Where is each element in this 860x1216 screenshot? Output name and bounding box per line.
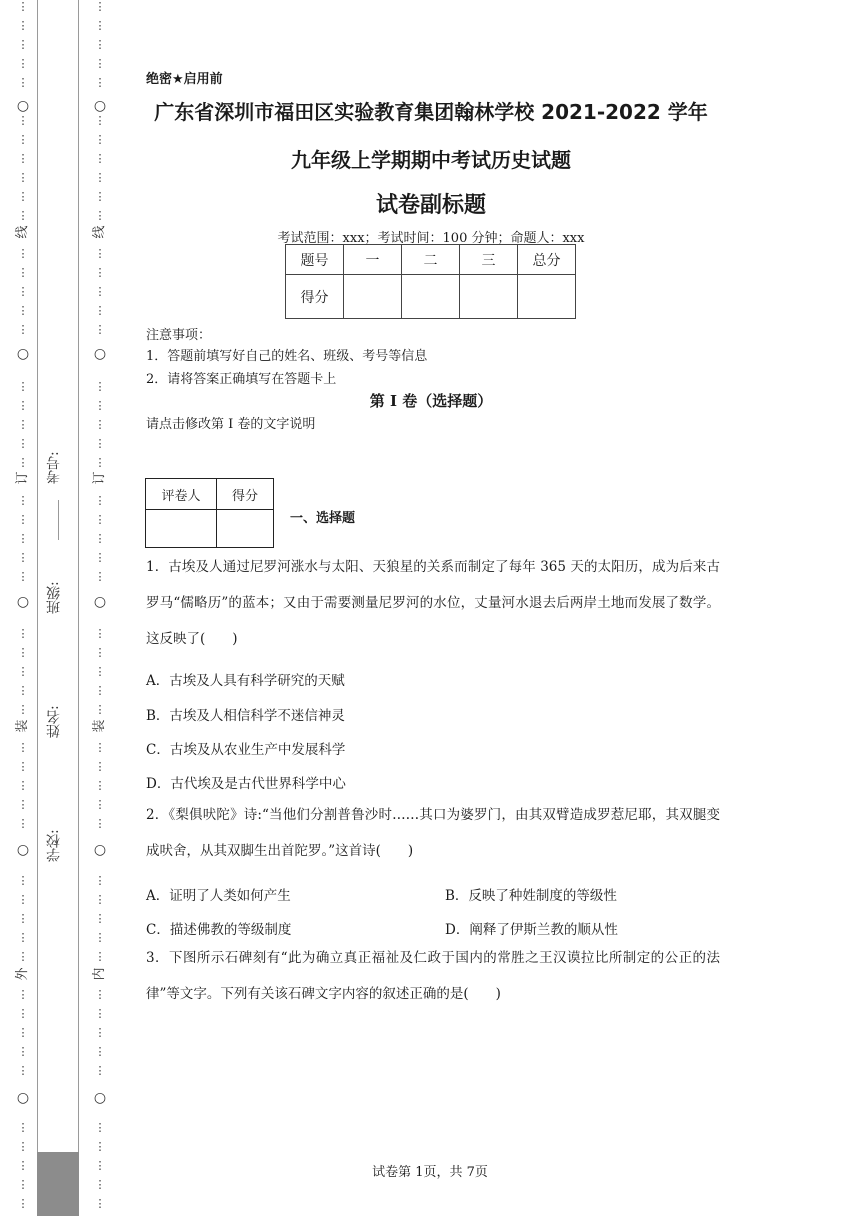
dot-separator: ⋮ — [94, 380, 106, 393]
dot-separator: ⋮ — [17, 1140, 29, 1153]
dot-separator: ⋮ — [94, 646, 106, 659]
score-cell[interactable] — [344, 275, 402, 319]
dot-separator: ⋮ — [17, 76, 29, 89]
dot-separator: ⋮ — [17, 285, 29, 298]
dot-separator: ⋮ — [94, 152, 106, 165]
dot-separator: ⋮ — [94, 266, 106, 279]
dot-separator: ⋮ — [17, 532, 29, 545]
dot-separator: ⋮ — [94, 532, 106, 545]
dot-separator: ⋮ — [94, 665, 106, 678]
dot-separator: ⋮ — [94, 684, 106, 697]
dot-separator: ⋮ — [17, 1007, 29, 1020]
dot-separator: ⋮ — [94, 817, 106, 830]
grader-header: 评卷人 — [146, 479, 217, 510]
dot-separator: ⋮ — [94, 494, 106, 507]
score-cell[interactable] — [402, 275, 460, 319]
dot-separator: ⋮ — [17, 760, 29, 773]
dot-separator: ⋮ — [17, 1197, 29, 1210]
dot-separator: ⋮ — [17, 931, 29, 944]
dot-separator: ⋮ — [17, 38, 29, 51]
dot-separator: ⋮ — [17, 741, 29, 754]
dot-separator: ⋮ — [17, 627, 29, 640]
dot-separator: ⋮ — [17, 323, 29, 336]
dot-separator: ⋮ — [94, 1197, 106, 1210]
dot-separator: ⋮ — [94, 247, 106, 260]
dot-separator: ⋮ — [17, 646, 29, 659]
inner-line-marker: 线 — [92, 225, 107, 239]
dot-separator: ⋮ — [94, 1026, 106, 1039]
dot-separator: ⋮ — [94, 209, 106, 222]
dot-separator: ⋮ — [94, 133, 106, 146]
dot-separator: ⋮ — [94, 912, 106, 925]
binding-hole-circle-icon: ○ — [93, 1090, 107, 1106]
dot-separator: ⋮ — [94, 760, 106, 773]
dot-separator: ⋮ — [17, 551, 29, 564]
option: C．古埃及从农业生产中发展科学 — [146, 742, 346, 758]
grader-header: 得分 — [217, 479, 274, 510]
exam-number-underline — [58, 500, 59, 540]
dot-separator: ⋮ — [94, 627, 106, 640]
class-label: 班级: — [46, 581, 62, 615]
binding-hole-circle-icon: ○ — [16, 594, 30, 610]
dot-separator: ⋮ — [17, 684, 29, 697]
dot-separator: ⋮ — [17, 1064, 29, 1077]
dot-separator: ⋮ — [17, 1178, 29, 1191]
dot-separator: ⋮ — [17, 57, 29, 70]
binding-hole-circle-icon: ○ — [93, 346, 107, 362]
score-table-header: 题号 — [286, 245, 344, 275]
score-cell[interactable] — [460, 275, 518, 319]
option: D．古代埃及是古代世界科学中心 — [146, 776, 346, 792]
school-label: 学校: — [46, 829, 62, 863]
section-description[interactable]: 请点击修改第 I 卷的文字说明 — [146, 417, 316, 432]
grader-cell[interactable] — [146, 510, 217, 548]
dot-separator: ⋮ — [94, 893, 106, 906]
dot-separator: ⋮ — [94, 285, 106, 298]
dot-separator: ⋮ — [94, 703, 106, 716]
dot-separator: ⋮ — [17, 152, 29, 165]
question-stem: 1．古埃及人通过尼罗河涨水与太阳、天狼星的关系而制定了每年 365 天的太阳历，成为后来古罗马“儒略历”的蓝本；又由于需要测量尼罗河的水位，丈量河水退去后两岸土地而发展了数学。这反映了( ) — [146, 559, 720, 647]
confidential-mark: 绝密★启用前 — [146, 72, 223, 87]
dot-separator: ⋮ — [94, 456, 106, 469]
note-item: 2．请将答案正确填写在答题卡上 — [146, 372, 337, 387]
dot-separator: ⋮ — [17, 570, 29, 583]
dot-separator: ⋮ — [94, 931, 106, 944]
dot-separator: ⋮ — [17, 190, 29, 203]
binding-hole-circle-icon: ○ — [93, 842, 107, 858]
dot-separator: ⋮ — [17, 418, 29, 431]
dot-separator: ⋮ — [94, 190, 106, 203]
note-item: 1．答题前填写好自己的姓名、班级、考号等信息 — [146, 349, 428, 364]
dot-separator: ⋮ — [17, 0, 29, 13]
binding-hole-circle-icon: ○ — [16, 346, 30, 362]
grader-cell[interactable] — [217, 510, 274, 548]
dot-separator: ⋮ — [94, 1045, 106, 1058]
dot-separator: ⋮ — [17, 19, 29, 32]
section-title: 第 I 卷（选择题） — [369, 392, 493, 410]
dot-separator: ⋮ — [17, 171, 29, 184]
dot-separator: ⋮ — [17, 494, 29, 507]
dot-separator: ⋮ — [17, 380, 29, 393]
binding-hole-circle-icon: ○ — [16, 98, 30, 114]
dot-separator: ⋮ — [17, 1026, 29, 1039]
dot-separator: ⋮ — [17, 437, 29, 450]
dot-separator: ⋮ — [17, 266, 29, 279]
exam-title-line2: 九年级上学期期中考试历史试题 — [291, 148, 571, 172]
dot-separator: ⋮ — [94, 323, 106, 336]
dot-separator: ⋮ — [94, 19, 106, 32]
dot-separator: ⋮ — [17, 893, 29, 906]
dot-separator: ⋮ — [17, 912, 29, 925]
dot-separator: ⋮ — [94, 114, 106, 127]
dot-separator: ⋮ — [17, 779, 29, 792]
dot-separator: ⋮ — [17, 456, 29, 469]
dot-separator: ⋮ — [17, 703, 29, 716]
name-label: 姓名: — [46, 705, 62, 739]
dot-separator: ⋮ — [94, 437, 106, 450]
dot-separator: ⋮ — [17, 209, 29, 222]
dot-separator: ⋮ — [94, 399, 106, 412]
option: B．古埃及人相信科学不迷信神灵 — [146, 708, 345, 724]
question-stem: 2．《梨俱吠陀》诗:“当他们分割普鲁沙时……其口为婆罗门，由其双臂造成罗惹尼耶，其双腿变成吠舍，从其双脚生出首陀罗。”这首诗( ) — [146, 807, 720, 859]
score-row-label: 得分 — [286, 275, 344, 319]
dot-separator: ⋮ — [94, 513, 106, 526]
inner-line-marker: 装 — [92, 719, 107, 733]
dot-separator: ⋮ — [94, 171, 106, 184]
score-table-header: 三 — [460, 245, 518, 275]
dot-separator: ⋮ — [94, 38, 106, 51]
dot-separator: ⋮ — [94, 551, 106, 564]
exam-number-label: 考号: — [46, 451, 62, 485]
dot-separator: ⋮ — [17, 1121, 29, 1134]
dot-separator: ⋮ — [94, 1121, 106, 1134]
dot-separator: ⋮ — [94, 57, 106, 70]
score-cell[interactable] — [518, 275, 576, 319]
dot-separator: ⋮ — [94, 874, 106, 887]
dot-separator: ⋮ — [17, 874, 29, 887]
part-title: 一、选择题 — [290, 511, 356, 526]
option: D．阐释了伊斯兰教的顺从性 — [445, 922, 618, 938]
outer-dotted-line — [15, 0, 31, 1216]
binding-hole-circle-icon: ○ — [93, 98, 107, 114]
dot-separator: ⋮ — [17, 665, 29, 678]
dot-separator: ⋮ — [17, 1045, 29, 1058]
dot-separator: ⋮ — [94, 1007, 106, 1020]
inner-line-marker: 内 — [92, 967, 107, 981]
dot-separator: ⋮ — [94, 1064, 106, 1077]
outer-line-marker: 线 — [15, 225, 30, 239]
dot-separator: ⋮ — [94, 76, 106, 89]
dot-separator: ⋮ — [94, 418, 106, 431]
option: A．证明了人类如何产生 — [146, 888, 291, 904]
binding-hole-circle-icon: ○ — [93, 594, 107, 610]
score-table — [285, 244, 576, 319]
dot-separator: ⋮ — [94, 0, 106, 13]
dot-separator: ⋮ — [94, 779, 106, 792]
dot-separator: ⋮ — [94, 1178, 106, 1191]
dot-separator: ⋮ — [17, 304, 29, 317]
outer-line-marker: 外 — [15, 967, 30, 981]
exam-title-line1: 广东省深圳市福田区实验教育集团翰林学校 2021-2022 学年 — [154, 100, 708, 124]
exam-info: 考试范围：xxx；考试时间：100 分钟；命题人：xxx — [277, 231, 585, 246]
dot-separator: ⋮ — [17, 798, 29, 811]
dot-separator: ⋮ — [94, 988, 106, 1001]
exam-subtitle: 试卷副标题 — [375, 193, 486, 218]
binding-hole-circle-icon: ○ — [16, 842, 30, 858]
dot-separator: ⋮ — [17, 114, 29, 127]
outer-line-marker: 订 — [15, 471, 30, 485]
dot-separator: ⋮ — [94, 798, 106, 811]
dot-separator: ⋮ — [94, 950, 106, 963]
dot-separator: ⋮ — [94, 1159, 106, 1172]
outer-line-marker: 装 — [15, 719, 30, 733]
page-footer: 试卷第 1页，共 7页 — [372, 1165, 488, 1180]
dot-separator: ⋮ — [17, 817, 29, 830]
question-stem: 3．下图所示石碑刻有“此为确立真正福祉及仁政于国内的常胜之王汉谟拉比所制定的公正的法律”等文字。下列有关该石碑文字内容的叙述正确的是( ) — [146, 950, 720, 1002]
binding-hole-circle-icon: ○ — [16, 1090, 30, 1106]
inner-line-marker: 订 — [92, 471, 107, 485]
option: B．反映了种姓制度的等级性 — [445, 888, 617, 904]
dot-separator: ⋮ — [17, 950, 29, 963]
score-table-header: 总分 — [518, 245, 576, 275]
score-table-header: 一 — [344, 245, 402, 275]
dot-separator: ⋮ — [17, 513, 29, 526]
dot-separator: ⋮ — [17, 399, 29, 412]
dot-separator: ⋮ — [94, 741, 106, 754]
dot-separator: ⋮ — [94, 304, 106, 317]
dot-separator: ⋮ — [17, 247, 29, 260]
dot-separator: ⋮ — [94, 1140, 106, 1153]
option: C．描述佛教的等级制度 — [146, 922, 292, 938]
score-table-header: 二 — [402, 245, 460, 275]
grader-table — [145, 478, 274, 548]
dot-separator: ⋮ — [17, 133, 29, 146]
inner-dotted-line — [92, 0, 108, 1216]
notes-heading: 注意事项： — [146, 328, 212, 343]
dot-separator: ⋮ — [94, 570, 106, 583]
dot-separator: ⋮ — [17, 988, 29, 1001]
option: A．古埃及人具有科学研究的天赋 — [146, 673, 345, 689]
dot-separator: ⋮ — [17, 1159, 29, 1172]
